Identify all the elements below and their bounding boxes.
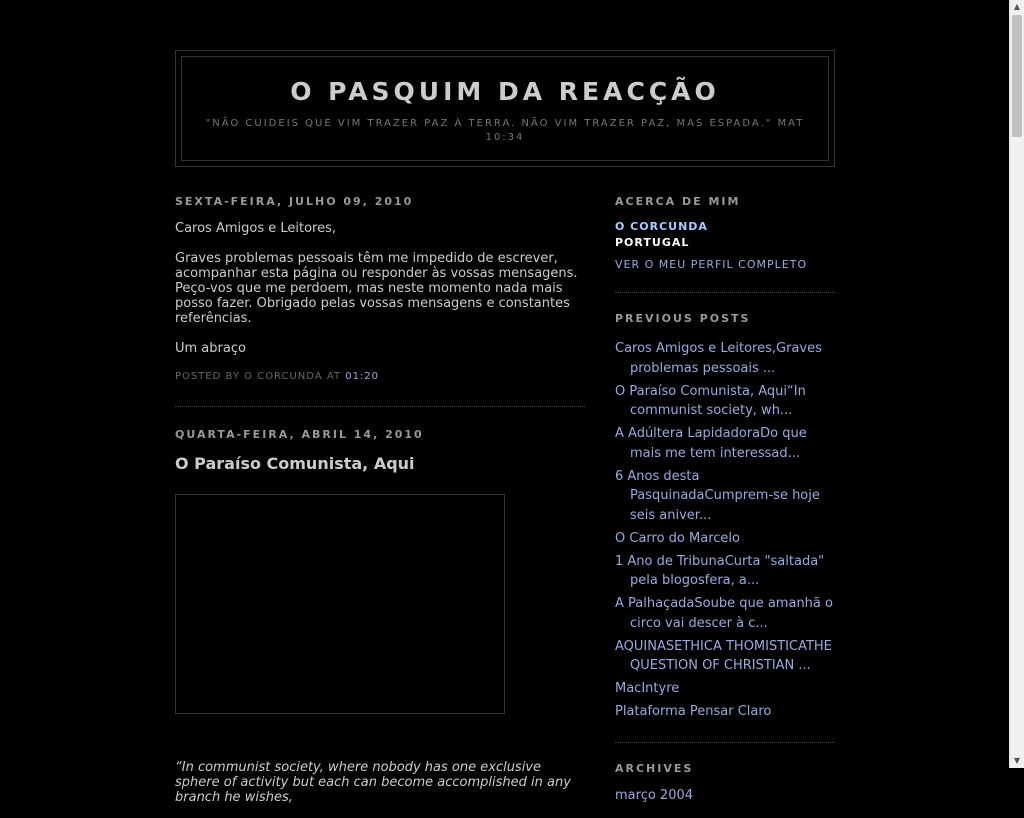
previous-post-link[interactable]: Caros Amigos e Leitores,Graves problemas pessoais ... (615, 341, 822, 376)
post-title: O Paraíso Comunista, Aqui (175, 454, 415, 473)
previous-post-link[interactable]: O Paraíso Comunista, Aqui“In communist society, wh... (615, 383, 806, 418)
post-date: QUARTA-FEIRA, ABRIL 14, 2010 (175, 428, 424, 441)
post-divider (175, 406, 585, 407)
scrollbar-thumb[interactable] (1012, 15, 1022, 137)
blog-title[interactable]: O PASQUIM DA REACÇÃO (290, 77, 720, 106)
previous-post-link[interactable]: A Adúltera LapidadoraDo que mais me tem interessad... (615, 426, 807, 461)
previous-post-link[interactable]: A PalhaçadaSoube que amanhã o circo vai descer à c... (615, 596, 833, 631)
scroll-down-arrow-icon[interactable]: ▼ (1013, 756, 1021, 765)
post-quote: “In communist society, where nobody has one exclusive sphere of activity but each can become accomplished in any branch he wishes, (175, 760, 571, 805)
embedded-video[interactable] (175, 494, 505, 714)
blog-container (175, 50, 835, 805)
post-time-link[interactable]: 01:20 (345, 371, 380, 382)
profile-location: PORTUGAL (615, 236, 690, 249)
header-frame (175, 50, 835, 167)
post-paragraph: Caros Amigos e Leitores, (175, 221, 337, 236)
previous-posts-list (615, 339, 835, 722)
post-author-line: POSTED BY O CORCUNDA AT (175, 371, 342, 382)
main-content (175, 195, 585, 818)
archive-link[interactable]: março 2004 (615, 787, 694, 803)
post-paragraph: Graves problemas pessoais têm me impedido de escrever, acompanhar esta página ou responder às vossas mensagens. Peço-vos que me perdoem, mas neste momento nada mais posso fazer. Obrigado pelas vossas mensagens e constantes referências. (175, 251, 578, 326)
previous-post-link[interactable]: Plataforma Pensar Claro (615, 704, 772, 719)
sidebar-divider (615, 292, 835, 293)
scroll-up-arrow-icon[interactable]: ▲ (1013, 2, 1021, 11)
previous-post-link[interactable]: AQUINASETHICA THOMISTICATHE QUESTION OF CHRISTIAN ... (615, 638, 832, 673)
about-title: ACERCA DE MIM (615, 195, 741, 208)
blog-description: "NÃO CUIDEIS QUE VIM TRAZER PAZ À TERRA. NÃO VIM TRAZER PAZ, MAS ESPADA." MAT 10:34 (205, 118, 805, 143)
previous-post-link[interactable]: MacIntyre (615, 681, 680, 696)
archives-title: ARCHIVES (615, 761, 694, 775)
previous-posts-title: PREVIOUS POSTS (615, 312, 751, 325)
post-footer (175, 371, 585, 383)
profile-name-link[interactable]: O CORCUNDA (615, 220, 708, 233)
sidebar (615, 195, 835, 803)
post-body (175, 221, 585, 356)
previous-post-link[interactable]: 6 Anos desta PasquinadaCumprem-se hoje seis aniver... (615, 468, 820, 523)
previous-post-link[interactable]: 1 Ano de TribunaCurta "saltada" pela blogosfera, a... (615, 553, 825, 588)
vertical-scrollbar[interactable] (1009, 0, 1024, 768)
previous-post-link[interactable]: O Carro do Marcelo (615, 530, 740, 546)
full-profile-link[interactable]: VER O MEU PERFIL COMPLETO (615, 258, 808, 271)
header (181, 56, 829, 161)
post-date: SEXTA-FEIRA, JULHO 09, 2010 (175, 195, 414, 208)
sidebar-divider (615, 742, 835, 743)
post-paragraph: Um abraço (175, 341, 246, 356)
